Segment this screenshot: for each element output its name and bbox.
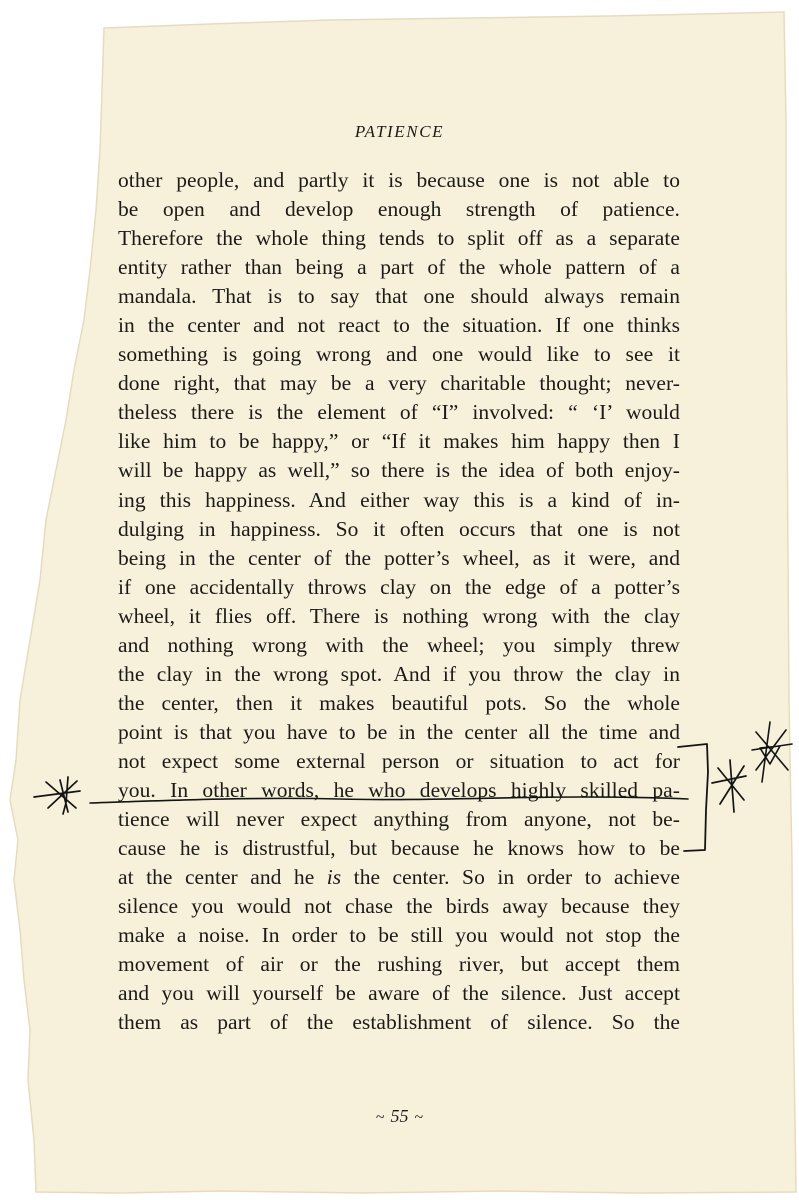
- text-line: be open and develop enough strength of patience.: [118, 197, 680, 222]
- text-line: something is going wrong and one would like to see it: [118, 342, 680, 367]
- text-line: other people, and partly it is because one is not able to: [118, 168, 680, 192]
- text-line: silence you would not chase the birds away because they: [118, 894, 680, 919]
- running-head: PATIENCE: [354, 122, 445, 141]
- text-fragment: at the center and he: [118, 865, 327, 890]
- text-line: in the center and not react to the situation. If one thinks: [118, 313, 680, 338]
- page-number-value: 55: [390, 1106, 409, 1126]
- text-line: make a noise. In order to be still you would not stop the: [118, 923, 680, 948]
- text-line: tience will never expect anything from anyone, not be-: [118, 807, 680, 832]
- text-line-with-emphasis: [118, 863, 680, 892]
- underlined-line: not expect some external person or situation to act for: [118, 748, 680, 773]
- text-line: like him to be happy,” or “If it makes him happy then I: [118, 429, 680, 454]
- text-line: and you will yourself be aware of the silence. Just accept: [118, 981, 680, 1006]
- page-number: [0, 1106, 799, 1127]
- text-line: done right, that may be a very charitable thought; never-: [118, 371, 680, 396]
- text-line: will be happy as well,” so there is the idea of both enjoy-: [118, 458, 680, 483]
- text-line: the center, then it makes beautiful pots. So the whole: [118, 690, 680, 715]
- text-line: entity rather than being a part of the whole pattern of a: [118, 255, 680, 280]
- text-line: if one accidentally throws clay on the edge of a potter’s: [118, 574, 680, 599]
- text-fragment: the center. So in order to achieve: [341, 865, 680, 890]
- body-text: [118, 166, 680, 1037]
- text-line: the clay in the wrong spot. And if you throw the clay in: [118, 661, 680, 686]
- text-line: point is that you have to be in the center all the time and: [118, 719, 680, 744]
- text-line: movement of air or the rushing river, but accept them: [118, 952, 680, 977]
- text-line: theless there is the element of “I” involved: “ ‘I’ would: [118, 400, 680, 425]
- folio-ornament-left: ~: [375, 1109, 385, 1126]
- text-line: them as part of the establishment of silence. So the: [118, 1010, 680, 1035]
- text-line: and nothing wrong with the wheel; you simply threw: [118, 632, 680, 657]
- folio-ornament-right: ~: [414, 1109, 424, 1126]
- text-line: ing this happiness. And either way this is a kind of in-: [118, 487, 680, 512]
- text-line: Therefore the whole thing tends to split off as a separate: [118, 226, 680, 251]
- emphasized-word: is: [326, 865, 342, 890]
- text-line: being in the center of the potter’s wheel, as it were, and: [118, 545, 680, 570]
- text-line: you. In other words, he who develops highly skilled pa-: [118, 777, 680, 802]
- text-line: wheel, it flies off. There is nothing wrong with the clay: [118, 603, 680, 628]
- text-line: cause he is distrustful, but because he knows how to be: [118, 836, 680, 861]
- text-line: dulging in happiness. So it often occurs that one is not: [118, 516, 680, 541]
- text-line: mandala. That is to say that one should always remain: [118, 284, 680, 309]
